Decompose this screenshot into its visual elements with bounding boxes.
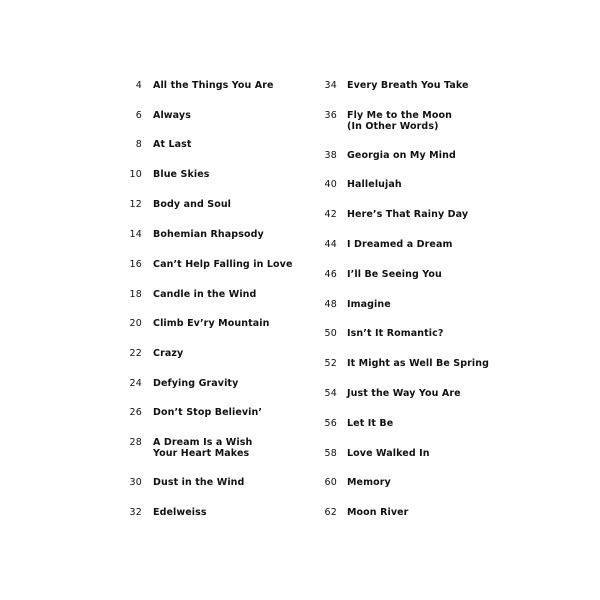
song-title: Just the Way You Are [347,388,461,399]
page-number: 12 [129,199,142,210]
song-title: Memory [347,477,391,488]
page-number: 60 [324,477,337,488]
page-number: 6 [135,110,142,121]
page-number: 32 [129,507,142,518]
song-title: Imagine [347,299,391,310]
page-number: 50 [324,328,337,339]
song-title: Body and Soul [153,199,232,210]
page-number: 14 [129,229,142,240]
song-title: Isn’t It Romantic? [347,328,444,339]
song-title: All the Things You Are [153,80,274,91]
page-number: 52 [324,358,337,369]
page-number: 34 [324,80,337,91]
page-number: 16 [129,259,142,270]
page-number: 40 [324,179,337,190]
song-title: Georgia on My Mind [347,150,456,161]
song-title: Crazy [153,348,184,359]
page-number: 58 [324,448,337,459]
song-title: Climb Ev’ry Mountain [153,318,270,329]
song-title: Let It Be [347,418,394,429]
page-number: 18 [129,289,142,300]
page-number: 42 [324,209,337,220]
song-title: Fly Me to the Moon (In Other Words) [347,110,452,132]
song-title: A Dream Is a Wish Your Heart Makes [153,437,253,459]
song-title: I Dreamed a Dream [347,239,453,250]
song-title: Don’t Stop Believin’ [153,407,263,418]
page-number: 36 [324,110,337,121]
song-title: Bohemian Rhapsody [153,229,264,240]
song-title: Every Breath You Take [347,80,469,91]
song-title: Candle in the Wind [153,289,257,300]
song-title: Always [153,110,191,121]
song-title: Edelweiss [153,507,207,518]
song-title: Defying Gravity [153,378,239,389]
page-number: 56 [324,418,337,429]
page-number: 48 [324,299,337,310]
song-title: At Last [153,139,192,150]
page-number: 24 [129,378,142,389]
page-number: 30 [129,477,142,488]
page-number: 10 [129,169,142,180]
page-number: 4 [135,80,142,91]
song-title: Hallelujah [347,179,402,190]
page-number: 22 [129,348,142,359]
page-number: 44 [324,239,337,250]
page-number: 38 [324,150,337,161]
page-number: 20 [129,318,142,329]
song-title: Moon River [347,507,409,518]
song-title: Dust in the Wind [153,477,245,488]
toc-right-column [300,0,580,600]
page-number: 26 [129,407,142,418]
song-title: Here’s That Rainy Day [347,209,469,220]
song-title: Can’t Help Falling in Love [153,259,293,270]
song-title: Blue Skies [153,169,210,180]
song-title: I’ll Be Seeing You [347,269,442,280]
toc-left-column [0,0,293,600]
song-title: It Might as Well Be Spring [347,358,490,369]
page-number: 46 [324,269,337,280]
page-number: 8 [135,139,142,150]
page-number: 62 [324,507,337,518]
page-number: 54 [324,388,337,399]
song-title: Love Walked In [347,448,430,459]
page-number: 28 [129,437,142,448]
